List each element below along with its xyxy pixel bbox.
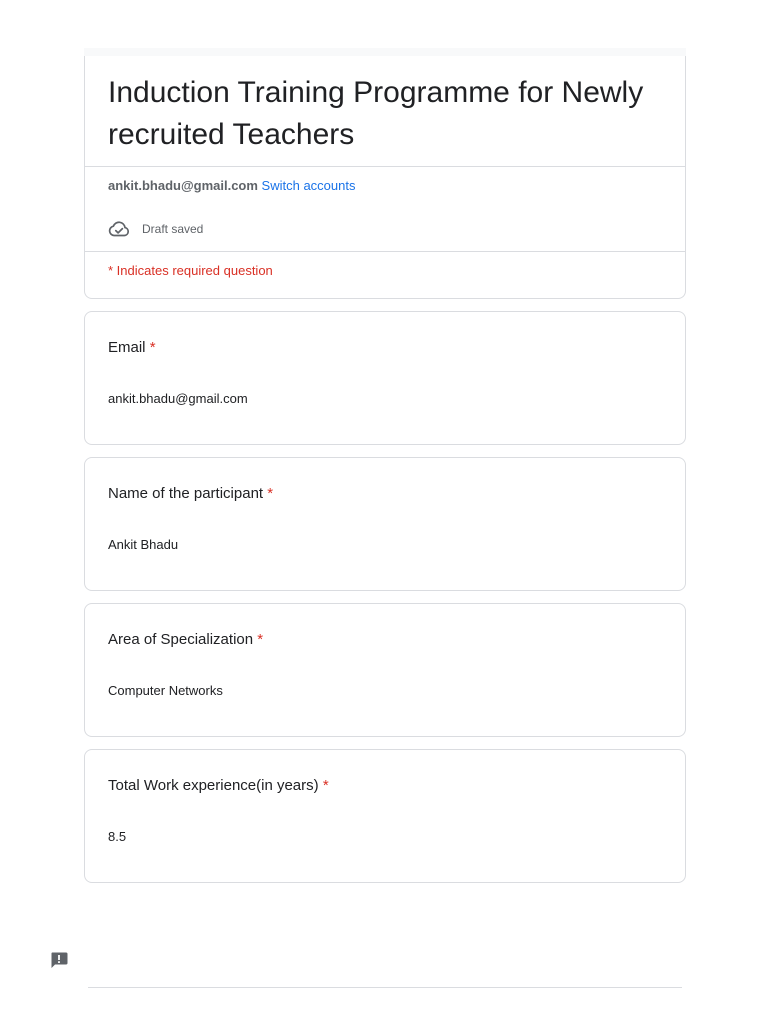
footer-divider [88,987,682,988]
work-experience-answer[interactable]: 8.5 [108,829,127,844]
required-asterisk: * [149,339,156,356]
required-asterisk: * [322,777,329,794]
draft-status-text: Draft saved [142,222,204,236]
participant-name-answer[interactable]: Ankit Bhadu [108,537,179,552]
draft-status [108,218,203,240]
required-asterisk: * [267,485,274,502]
question-card-specialization [84,603,686,737]
specialization-answer[interactable]: Computer Networks [108,683,223,698]
question-label [108,338,156,358]
question-card-work-experience [84,749,686,883]
required-question-note: * Indicates required question [108,263,273,278]
switch-accounts-link[interactable]: Switch accounts [261,178,356,193]
question-label [108,776,329,796]
account-email: ankit.bhadu@gmail.com [108,178,258,193]
form-header-card [84,48,686,299]
question-card-participant-name [84,457,686,591]
question-card-email [84,311,686,445]
report-abuse-icon[interactable] [49,950,69,970]
question-label-text: Total Work experience(in years) [108,777,319,794]
account-row [108,178,355,194]
question-label [108,630,263,650]
question-label-text: Area of Specialization [108,631,254,648]
question-label-text: Name of the participant [108,485,264,502]
form-container [84,48,686,895]
email-answer: ankit.bhadu@gmail.com [108,391,248,406]
draft-divider [85,251,685,252]
required-asterisk: * [257,631,264,648]
cloud-check-icon [108,220,130,238]
question-label-text: Email [108,339,146,356]
form-title: Induction Training Programme for Newly recruited Teachers [108,76,644,151]
question-label [108,484,273,504]
header-divider [85,166,685,167]
